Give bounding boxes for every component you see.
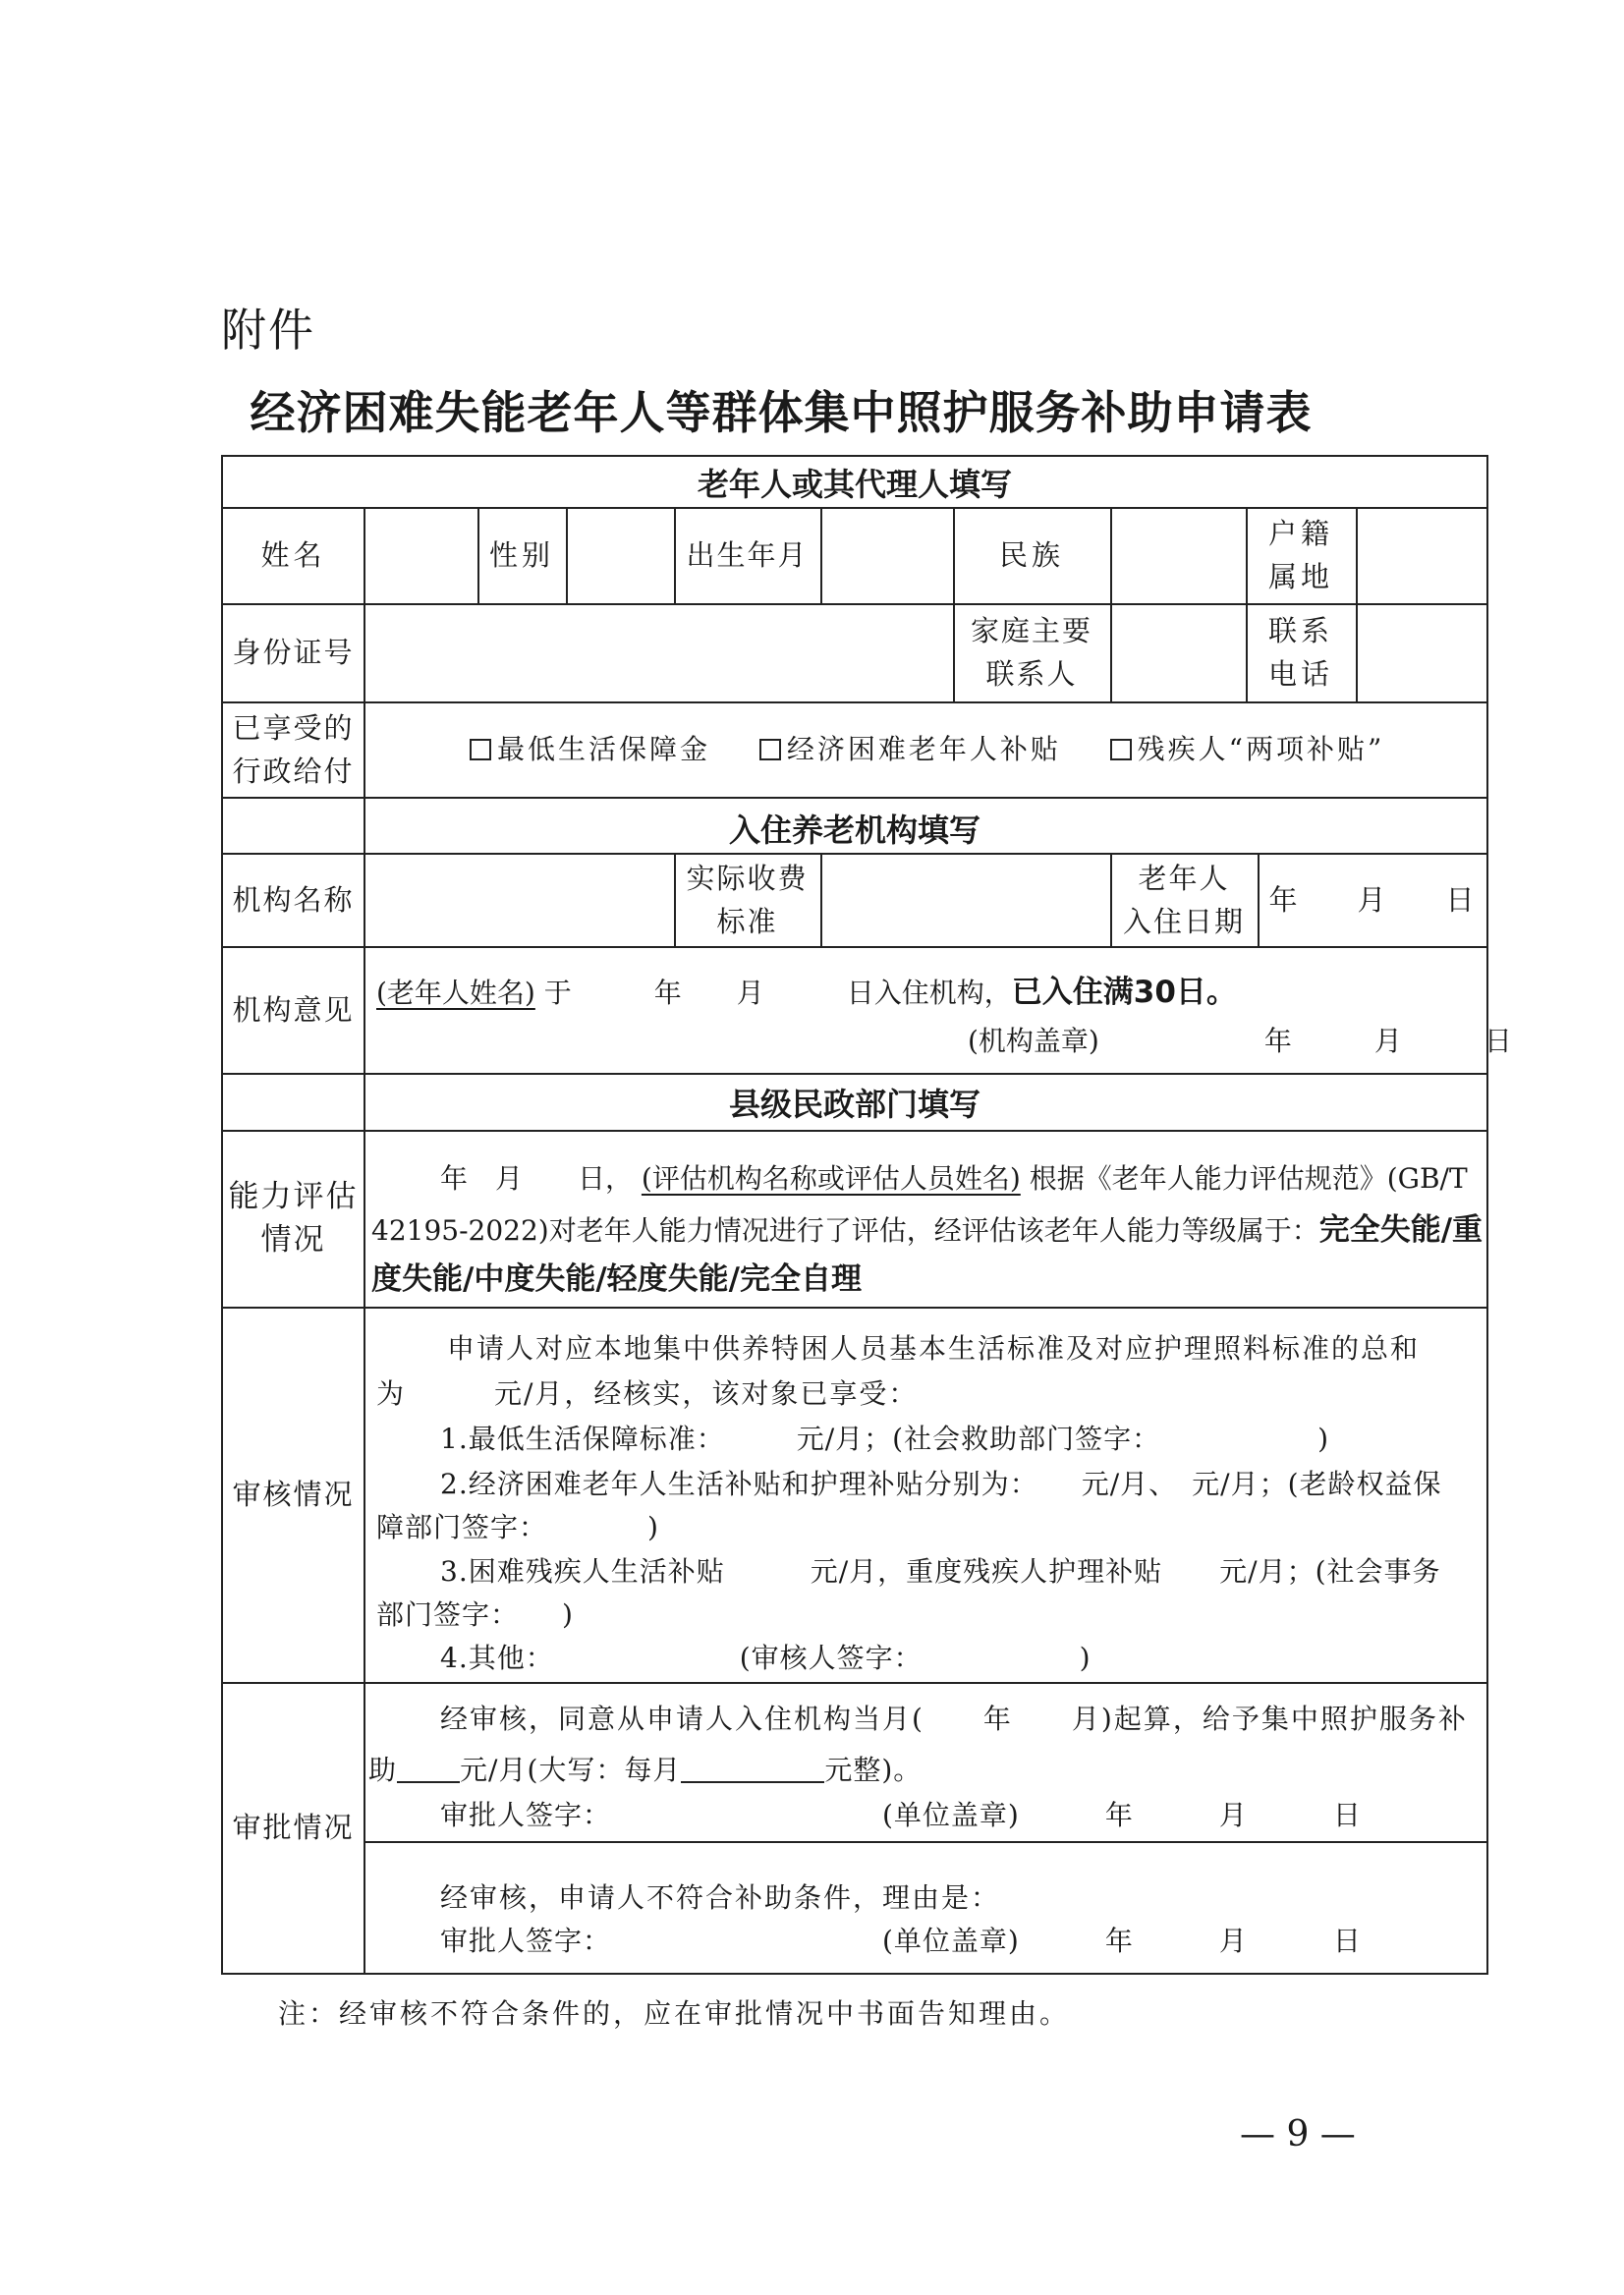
review-line: 3.困难残疾人生活补贴 元/月，重度残疾人护理补贴 元/月；(社会事务 (440, 1555, 1441, 1588)
ability-line-2 (371, 1210, 1483, 1251)
ethnicity-label: 民族 (998, 538, 1064, 572)
gender-field[interactable] (566, 507, 674, 603)
benefit-options (470, 730, 1384, 769)
review-label: 审核情况 (232, 1478, 355, 1511)
rule (364, 1841, 1486, 1843)
name-label: 姓名 (260, 538, 326, 572)
benefit-option-elderly-subsidy[interactable]: 经济困难老年人补贴 (759, 733, 1061, 765)
institution-opinion-line (376, 973, 1237, 1013)
phone-field[interactable] (1356, 603, 1486, 701)
review-line: 障部门签字： ) (376, 1511, 659, 1543)
institution-opinion-label: 机构意见 (232, 992, 355, 1027)
review-line: 4.其他： (审核人签字： ) (440, 1642, 1092, 1674)
phone-label: 联系 电话 (1267, 614, 1333, 691)
section-heading-institution: 入住养老机构填写 (728, 812, 980, 849)
approve-text: 助 (368, 1754, 398, 1786)
checkbox-icon (759, 739, 781, 760)
review-line: 为 元/月，经核实，该对象已享受： (376, 1377, 919, 1410)
birth-field[interactable] (820, 507, 953, 603)
ability-level-options-a: 完全失能/重 (1318, 1212, 1484, 1248)
stay-requirement: 已入住满30日。 (1011, 975, 1237, 1010)
page-number: — 9 — (1240, 2114, 1356, 2155)
org-name-field[interactable] (364, 853, 674, 946)
approve-line-1: 经审核，同意从申请人入住机构当月( 年 月)起算，给予集中照护服务补 (440, 1703, 1468, 1735)
benefits-label: 已享受的 行政给付 (232, 710, 355, 788)
evaluator-hint: (评估机构名称或评估人员姓名) (641, 1162, 1021, 1195)
section-heading-applicant: 老年人或其代理人填写 (697, 466, 1012, 503)
form-title: 经济困难失能老年人等群体集中照护服务补助申请表 (250, 386, 1313, 439)
approve-sign-line: 审批人签字： (单位盖章) 年 月 日 (440, 1799, 1362, 1831)
ability-level-options-b: 度失能/中度失能/轻度失能/完全自理 (371, 1261, 862, 1297)
amount-uppercase-blank[interactable] (681, 1754, 824, 1783)
fee-field[interactable] (820, 853, 1110, 946)
rule (364, 507, 365, 1973)
ability-standard: 根据《老年人能力评估规范》(GB/T (1029, 1162, 1468, 1195)
review-line: 申请人对应本地集中供养特困人员基本生活标准及对应护理照料标准的总和 (447, 1332, 1421, 1365)
ethnicity-field[interactable] (1110, 507, 1246, 603)
family-contact-label: 家庭主要 联系人 (970, 614, 1092, 691)
rule (223, 1073, 1486, 1075)
rule (223, 1682, 1486, 1684)
review-line: 2.经济困难老年人生活补贴和护理补贴分别为： 元/月、 元/月；(老龄权益保 (440, 1468, 1442, 1500)
checkbox-icon (470, 739, 491, 760)
section-heading-civil: 县级民政部门填写 (728, 1086, 980, 1123)
approval-label: 审批情况 (232, 1811, 355, 1844)
rule (223, 701, 1486, 703)
rule (223, 1307, 1486, 1309)
checkin-date-field[interactable]: 年 月 日 (1268, 882, 1476, 917)
name-field[interactable] (364, 507, 477, 603)
approve-line-2 (368, 1751, 922, 1790)
review-line: 1.最低生活保障标准： 元/月；(社会救助部门签字： ) (440, 1423, 1329, 1455)
reject-sign-line: 审批人签字： (单位盖章) 年 月 日 (440, 1925, 1362, 1957)
ability-assessment-label: 能力评估 情况 (228, 1179, 359, 1258)
org-name-label: 机构名称 (232, 882, 355, 917)
opinion-text: 于 年 月 日入住机构， (543, 977, 1012, 1009)
birth-label: 出生年月 (686, 538, 809, 572)
elder-name-hint: (老年人姓名) (376, 977, 535, 1009)
family-contact-field[interactable] (1110, 603, 1246, 701)
benefit-option-min-living[interactable]: 最低生活保障金 (470, 733, 710, 765)
rule (223, 797, 1486, 799)
review-line: 部门签字： ) (376, 1598, 574, 1631)
ability-line-1 (440, 1159, 1468, 1199)
benefit-option-disability-subsidy[interactable]: 残疾人“两项补贴” (1110, 733, 1385, 765)
rule (223, 1130, 1486, 1132)
fee-label: 实际收费 标准 (686, 861, 809, 938)
attachment-label: 附件 (221, 304, 315, 357)
footnote: 注：经审核不符合条件的，应在审批情况中书面告知理由。 (278, 1997, 1071, 2030)
id-number-field[interactable] (364, 603, 953, 701)
institution-seal-line: (机构盖章) 年 月 日 (968, 1025, 1512, 1057)
checkbox-icon (1110, 739, 1132, 760)
approve-text: 元/月(大写：每月 (460, 1754, 682, 1786)
ability-date: 年 月 日， (440, 1162, 634, 1195)
rule (223, 946, 1486, 948)
id-number-label: 身份证号 (232, 636, 355, 669)
checkin-label: 老年人 入住日期 (1122, 861, 1245, 938)
gender-label: 性别 (488, 538, 554, 572)
amount-blank[interactable] (397, 1754, 460, 1783)
ability-text: 42195-2022)对老年人能力情况进行了评估，经评估该老年人能力等级属于： (371, 1214, 1319, 1247)
reject-line: 经审核，申请人不符合补助条件，理由是： (440, 1881, 1001, 1914)
hukou-label: 户籍 属地 (1267, 517, 1333, 593)
approve-text: 元整)。 (824, 1754, 923, 1786)
hukou-field[interactable] (1356, 507, 1486, 603)
